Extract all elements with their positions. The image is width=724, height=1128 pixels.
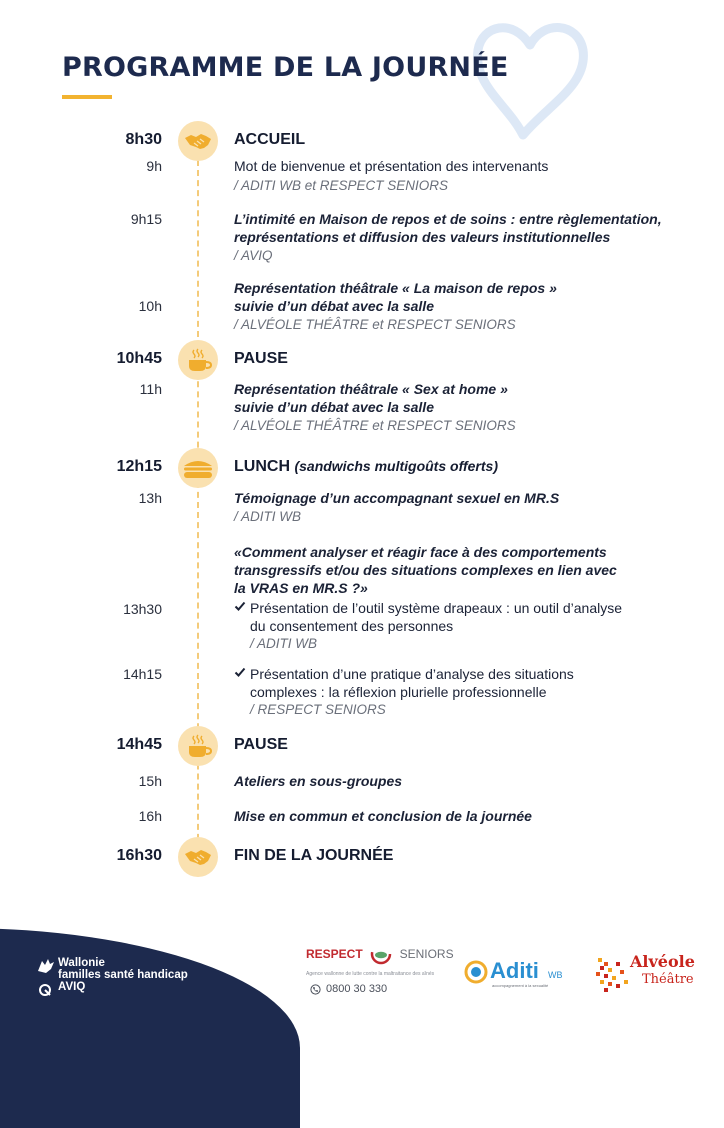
wallonie-logo: Wallonie familles santé handicap AVIQ [36, 957, 188, 993]
time-label: 14h15 [123, 666, 162, 682]
time-label: 10h45 [116, 350, 162, 367]
time-label: 12h15 [116, 458, 162, 475]
page-title: PROGRAMME DE LA JOURNÉE [62, 52, 509, 83]
checklist-item: Présentation d’une pratique d’analyse des situations complexes : la réflexion plurielle professionnelle / RESPECT SENIORS [234, 665, 694, 719]
item-text: Mise en commun et conclusion de la journée [234, 808, 532, 824]
title-underline [62, 95, 112, 99]
coffee-cup-icon [178, 340, 218, 380]
time-label: 16h [138, 808, 162, 824]
item-organizer: / AVIQ [234, 248, 273, 263]
time-label: 9h [146, 158, 162, 174]
checklist-item: Présentation de l’outil système drapeaux : un outil d’analyse du consentement des personnes / ADITI WB [234, 599, 694, 653]
item-organizer: / ADITI WB et RESPECT SENIORS [234, 178, 449, 193]
time-label: 14h45 [116, 736, 162, 753]
check-icon [234, 600, 246, 612]
aviq-logo-icon [38, 983, 52, 997]
respect-seniors-logo: RESPECT SENIORS Agence wallonne de lutte contre la maltraitance des aînés 0800 30 330 [306, 943, 456, 995]
item-text: Ateliers en sous-groupes [234, 773, 403, 789]
time-label: 10h [138, 298, 162, 314]
phone-number: 0800 30 330 [326, 983, 456, 995]
section-title: FIN DE LA JOURNÉE [234, 847, 394, 864]
item-organizer: / ALVÉOLE THÉÂTRE et RESPECT SENIORS [234, 317, 516, 332]
time-label: 16h30 [116, 847, 162, 864]
time-label: 15h [138, 773, 162, 789]
handshake-icon [178, 121, 218, 161]
time-label: 11h [139, 381, 162, 397]
section-title: ACCUEIL [234, 131, 306, 148]
item-text: L’intimité en Maison de repos et de soins : entre règlementation, représentations et diffusion des valeurs institutionnelles [234, 211, 662, 245]
check-icon [234, 666, 246, 678]
sandwich-icon [178, 448, 218, 488]
item-text: Représentation théâtrale « Sex at home » suivie d’un débat avec la salle [234, 381, 508, 415]
item-text: Représentation théâtrale « La maison de repos » suivie d’un débat avec la salle [234, 280, 557, 314]
time-label: 13h30 [123, 601, 162, 617]
phone-icon [310, 984, 321, 995]
aditi-logo-icon [464, 960, 488, 984]
section-title: LUNCH (sandwichs multigoûts offerts) [234, 458, 498, 475]
item-text: Mot de bienvenue et présentation des intervenants [234, 158, 549, 174]
section-title: PAUSE [234, 736, 288, 753]
handshake-icon [178, 837, 218, 877]
item-text: «Comment analyser et réagir face à des comportements transgressifs et/ou des situations complexes en lien avec la VRAS en MR.S ?» [234, 544, 617, 596]
time-label: 13h [138, 490, 162, 506]
section-title: PAUSE [234, 350, 288, 367]
time-label: 8h30 [125, 131, 162, 148]
section-subtitle: (sandwichs multigoûts offerts) [294, 458, 498, 474]
item-organizer: / ADITI WB [234, 509, 301, 524]
item-text: Témoignage d’un accompagnant sexuel en MR.S [234, 490, 560, 506]
alveole-theatre-logo: Alvéole Théâtre [594, 950, 704, 1000]
item-organizer: / RESPECT SENIORS [250, 702, 386, 717]
coffee-cup-icon [178, 726, 218, 766]
item-organizer: / ALVÉOLE THÉÂTRE et RESPECT SENIORS [234, 418, 516, 433]
item-organizer: / ADITI WB [250, 636, 317, 651]
rooster-icon [36, 957, 56, 975]
time-label: 9h15 [130, 211, 162, 227]
respect-swirl-icon [370, 943, 392, 965]
